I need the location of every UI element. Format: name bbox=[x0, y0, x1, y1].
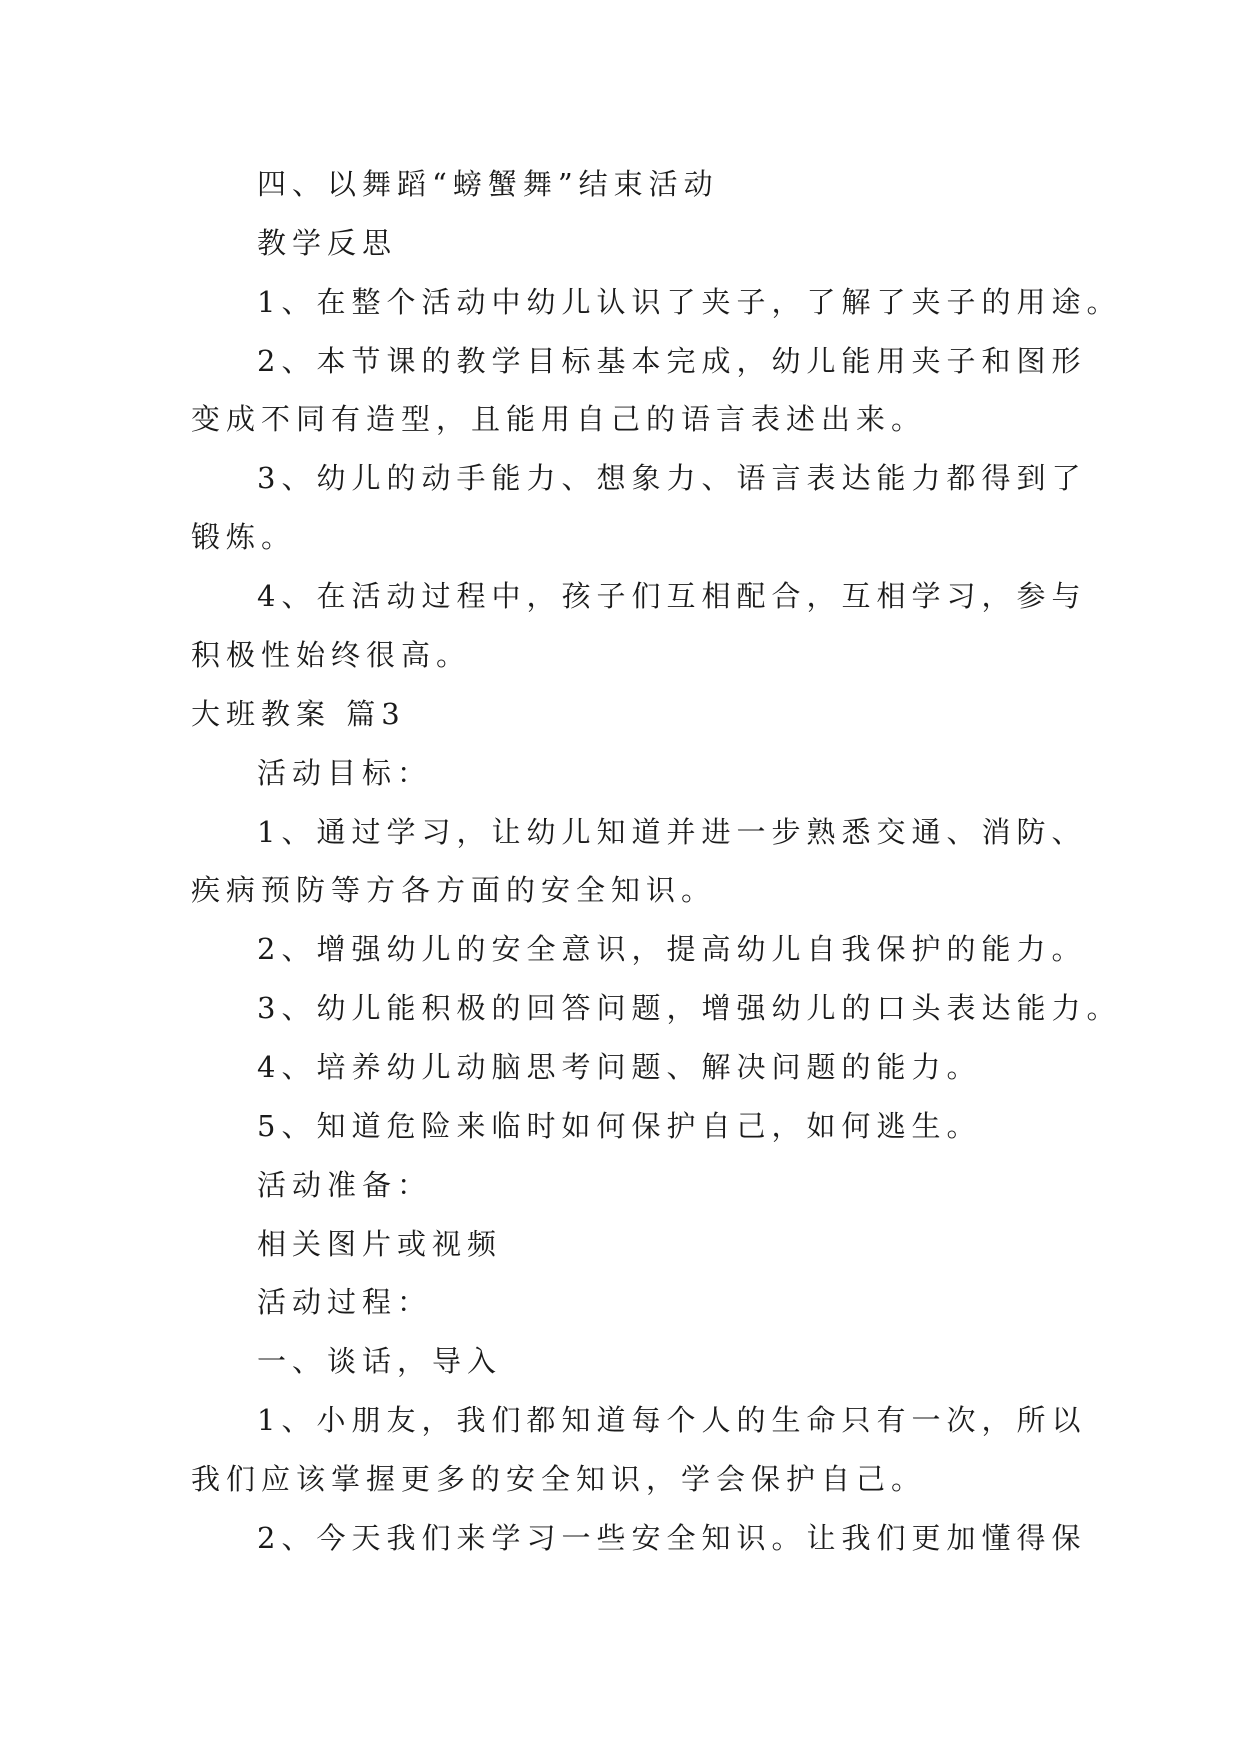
lesson-plan-title: 大班教案 篇3 bbox=[191, 697, 406, 731]
heading-activity-process: 活动过程： bbox=[257, 1285, 433, 1319]
reflection-item-1: 1、在整个活动中幼儿认识了夹子，了解了夹子的用途。 bbox=[257, 285, 1122, 319]
reflection-item-3: 3、幼儿的动手能力、想象力、语言表达能力都得到了 bbox=[257, 461, 1087, 495]
process-item-1: 1、小朋友，我们都知道每个人的生命只有一次，所以 bbox=[257, 1403, 1087, 1437]
goal-item-5: 5、知道危险来临时如何保护自己，如何逃生。 bbox=[257, 1109, 982, 1143]
section-heading-dance: 四、以舞蹈“螃蟹舞”结束活动 bbox=[257, 167, 719, 201]
goal-item-4: 4、培养幼儿动脑思考问题、解决问题的能力。 bbox=[257, 1050, 982, 1084]
goal-item-1: 1、通过学习，让幼儿知道并进一步熟悉交通、消防、 bbox=[257, 815, 1087, 849]
process-item-2: 2、今天我们来学习一些安全知识。让我们更加懂得保 bbox=[257, 1521, 1087, 1555]
reflection-item-2-continued: 变成不同有造型，且能用自己的语言表述出来。 bbox=[191, 402, 927, 436]
goal-item-3: 3、幼儿能积极的回答问题，增强幼儿的口头表达能力。 bbox=[257, 991, 1122, 1025]
heading-teaching-reflection: 教学反思 bbox=[257, 226, 398, 260]
preparation-text: 相关图片或视频 bbox=[257, 1227, 503, 1261]
goal-item-2: 2、增强幼儿的安全意识，提高幼儿自我保护的能力。 bbox=[257, 932, 1087, 966]
reflection-item-4-continued: 积极性始终很高。 bbox=[191, 638, 472, 672]
heading-activity-goals: 活动目标： bbox=[257, 756, 433, 790]
heading-activity-preparation: 活动准备： bbox=[257, 1168, 433, 1202]
reflection-item-2: 2、本节课的教学目标基本完成，幼儿能用夹子和图形 bbox=[257, 344, 1087, 378]
process-item-1-continued: 我们应该掌握更多的安全知识，学会保护自己。 bbox=[191, 1462, 927, 1496]
goal-item-1-continued: 疾病预防等方各方面的安全知识。 bbox=[191, 873, 717, 907]
reflection-item-3-continued: 锻炼。 bbox=[191, 520, 297, 554]
process-step-heading-1: 一、谈话，导入 bbox=[257, 1344, 503, 1378]
reflection-item-4: 4、在活动过程中，孩子们互相配合，互相学习，参与 bbox=[257, 579, 1087, 613]
